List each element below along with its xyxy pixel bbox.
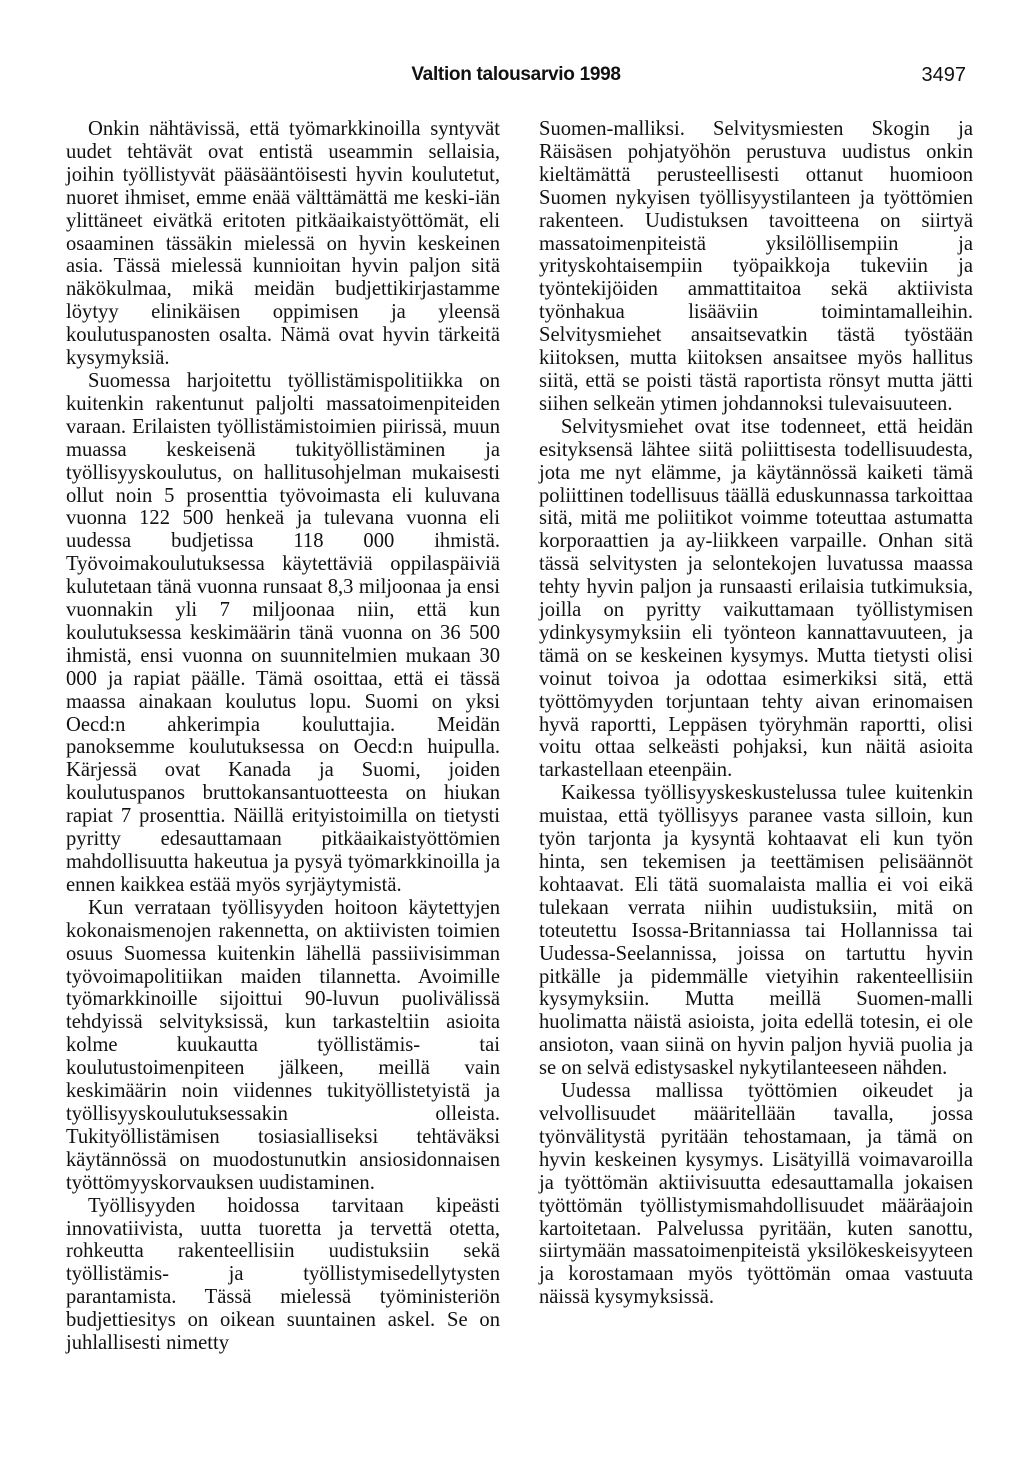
paragraph: Suomessa harjoitettu työllistämispolitiikka on kuitenkin rakentunut paljolti massatoimenpiteiden varaan. Erilaisten työllistämistoimien piirissä, muun muassa keskeisenä tukityöllistäminen ja työllisyyskoulutus, on hallitusohjelman mukaisesti ollut noin 5 prosenttia työvoimasta eli kuluvana vuonna 122 500 henkeä ja tulevana vuonna eli uudessa budjetissa 118 000 ihmistä. Työvoimakoulutuksessa käytettäviä oppilaspäiviä kulutetaan tänä vuonna runsaat 8,3 miljoonaa ja ensi vuonnakin yli 7 miljoonaa niin, että kun koulutuksessa keskimäärin tänä vuonna on 36 500 ihmistä, ensi vuonna on suunnitelmien mukaan 30 000 ja rapiat päälle. Tämä osoittaa, että ei tässä maassa ainakaan koulutus lopu. Suomi on yksi Oecd:n ahkerimpia kouluttajia. Meidän panoksemme koulutuksessa on Oecd:n huipulla. Kärjessä ovat Kanada ja Suomi, joiden koulutuspanos bruttokansantuotteesta on hiukan rapiat 7 prosenttia. Näillä erityistoimilla on tietysti pyritty edesauttamaan pitkäaikaistyöttömien mahdollisuutta hakeutua ja pysyä työmarkkinoilla ja ennen kaikkea estää myös syrjäytymistä.	[66, 369, 500, 896]
page-header	[66, 64, 966, 88]
left-column	[66, 118, 500, 1355]
paragraph: Onkin nähtävissä, että työmarkkinoilla syntyvät uudet tehtävät ovat entistä useammin sellaisia, joihin työllistyvät pääsääntöisesti hyvin koulutetut, nuoret ihmiset, emme enää välttämättä me keski-iän ylittäneet eivätkä eritoten pitkäaikaistyöttömät, eli osaaminen tässäkin mielessä on hyvin keskeinen asia. Tässä mielessä kunnioitan hyvin paljon sitä näkökulmaa, mikä meidän budjettikirjastamme löytyy elinikäisen oppimisen ja yleensä koulutuspanosten osalta. Nämä ovat hyvin tärkeitä kysymyksiä.	[66, 118, 500, 370]
paragraph: Selvitysmiehet ovat itse todenneet, että heidän esityksensä lähtee siitä poliittisesta todellisuudesta, jota me nyt elämme, ja käytännössä kaiketi tämä poliittinen todellisuus täällä eduskunnassa tarkoittaa sitä, mitä me poliitikot voimme toteuttaa astumatta korporaattien ja ay-liikkeen varpaille. Onhan sitä tässä selvitysten ja selontekojen luvatussa maassa tehty hyvin paljon ja runsaasti erilaisia tutkimuksia, joilla on pyritty vaikuttamaan työllistymisen ydinkysymyksiin eli työnteon kannattavuuteen, ja tämä on se keskeinen kysymys. Mutta tietysti olisi voinut toivoa ja odottaa esimerkiksi sitä, että työttömyyden torjuntaan tehty aivan erinomaisen hyvä raportti, Leppäsen työryhmän raportti, olisi voitu ottaa selkeästi pohjaksi, kun näitä asioita tarkastellaan eteenpäin.	[539, 415, 973, 782]
paragraph: Kaikessa työllisyyskeskustelussa tulee kuitenkin muistaa, että työllisyys paranee vasta silloin, kun työn tarjonta ja kysyntä kohtaavat eli kun työn hinta, sen tekemisen ja teettämisen pelisäännöt kohtaavat. Eli tätä suomalaista mallia ei voi eikä tulekaan verrata niihin uudistuksiin, mitä on toteutettu Isossa-Britanniassa tai Hollannissa tai Uudessa-Seelannissa, joissa on tartuttu hyvin pitkälle ja pidemmälle vietyihin rakenteellisiin kysymyksiin. Mutta meillä Suomen-malli huolimatta näistä asioista, joita edellä totesin, ei ole ansioton, vaan siinä on hyvin paljon hyviä puolia ja se on selvä edistysaskel nykytilanteeseen nähden.	[539, 782, 973, 1080]
paragraph-continuation: Suomen-malliksi. Selvitysmiesten Skogin ja Räisäsen pohjatyöhön perustuva uudistus onkin kieltämättä perusteellisesti ottanut huomioon Suomen nykyisen työllisyystilanteen ja työttömien rakenteen. Uudistuksen tavoitteena on siirtyä massatoimenpiteistä yksilöllisempiin ja yrityskohtaisempiin työpaikkoja tukeviin ja työntekijöiden ammattitaitoa sekä aktiivista työnhakua lisääviin toimintamalleihin. Selvitysmiehet ansaitsevatkin tästä työstään kiitoksen, mutta kiitoksen ansaitsee myös hallitus siitä, että se poisti tästä raportista rönsyt mutta jätti siihen selkeän ytimen johdannoksi tulevaisuuteen.	[539, 118, 973, 415]
right-column	[539, 118, 973, 1309]
header-title: Valtion talousarvio 1998	[411, 64, 621, 85]
paragraph: Kun verrataan työllisyyden hoitoon käytettyjen kokonaismenojen rakennetta, on aktiivisten toimien osuus Suomessa kuitenkin lähellä passiivisimman työvoimapolitiikan maiden tilannetta. Avoimille työmarkkinoille sijoittui 90-luvun puolivälissä tehdyissä selvityksissä, kun tarkasteltiin asioita kolme kuukautta työllistämis- tai koulutustoimenpiteen jälkeen, meillä vain keskimäärin noin viidennes tukityöllistetyistä ja työllisyyskoulutuksessakin olleista. Tukityöllistämisen tosiasialliseksi tehtäväksi käytännössä on muodostunutkin ansiosidonnaisen työttömyyskorvauksen uudistaminen.	[66, 896, 500, 1194]
paragraph: Uudessa mallissa työttömien oikeudet ja velvollisuudet määritellään tavalla, jossa työnvälitystä pyritään tehostamaan, ja tämä on hyvin keskeinen kysymys. Lisätyillä voimavaroilla ja työttömän aktiivisuutta edesauttamalla jokaisen työttömän työllistymismahdollisuudet määräajoin kartoitetaan. Palvelussa pyritään, kuten sanottu, siirtymään massatoimenpiteistä yksilökeskeisyyteen ja korostamaan myös työttömän omaa vastuuta näissä kysymyksissä.	[539, 1080, 973, 1309]
page-number: 3497	[921, 64, 966, 86]
paragraph: Työllisyyden hoidossa tarvitaan kipeästi innovatiivista, uutta tuoretta ja tervettä otetta, rohkeutta rakenteellisiin uudistuksiin sekä työllistämis- ja työllistymisedellytysten parantamista. Tässä mielessä työministeriön budjettiesitys on oikean suuntainen askel. Se on juhlallisesti nimetty	[66, 1194, 500, 1355]
